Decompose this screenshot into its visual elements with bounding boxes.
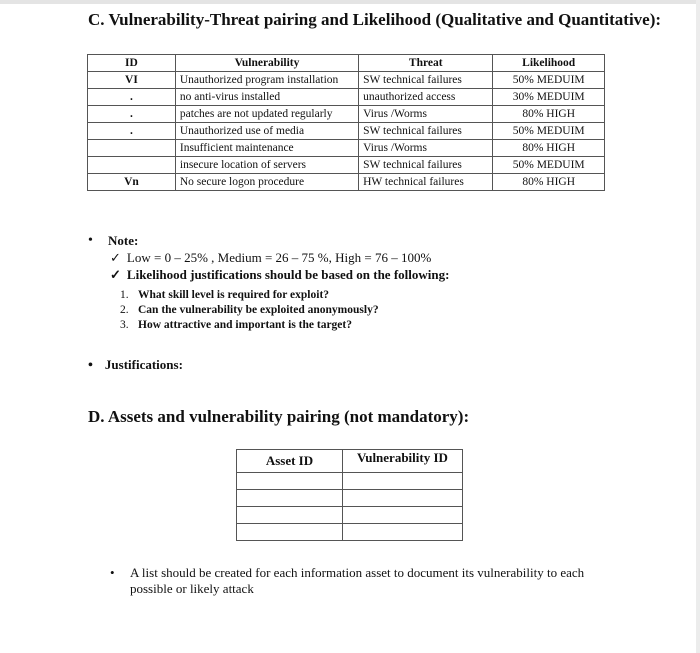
cell-likelihood: 80% HIGH xyxy=(493,106,605,123)
list-item xyxy=(120,289,329,301)
checkmark-icon: ✓ xyxy=(110,267,121,282)
cell-id: . xyxy=(88,89,176,106)
bullet-dot: • xyxy=(110,565,115,580)
note-label: Note: xyxy=(108,233,139,248)
list-item xyxy=(120,304,379,316)
cell-threat: unauthorized access xyxy=(359,89,493,106)
vulnerability-threat-table xyxy=(87,54,605,191)
table-row xyxy=(88,140,605,157)
cell-threat: Virus /Worms xyxy=(359,140,493,157)
cell-threat: Virus /Worms xyxy=(359,106,493,123)
list-text: Can the vulnerability be exploited anonymously? xyxy=(138,304,379,316)
table-row xyxy=(88,89,605,106)
list-item xyxy=(120,319,352,331)
justifications-line xyxy=(88,357,183,374)
empty-cell xyxy=(237,473,343,490)
cell-id: . xyxy=(88,106,176,123)
cell-vulnerability: Unauthorized program installation xyxy=(175,72,358,89)
empty-cell xyxy=(342,490,462,507)
table-row xyxy=(88,174,605,191)
header-vulnerability: Vulnerability xyxy=(175,55,358,72)
asset-vulnerability-table xyxy=(236,449,463,541)
cell-likelihood: 80% HIGH xyxy=(493,174,605,191)
page-edge xyxy=(696,0,700,653)
table-row xyxy=(237,473,463,490)
table-header-row xyxy=(237,450,463,473)
table-row xyxy=(237,524,463,541)
cell-vulnerability: no anti-virus installed xyxy=(175,89,358,106)
empty-cell xyxy=(342,524,462,541)
note-justification-text: Likelihood justifications should be based on the following: xyxy=(126,267,450,282)
list-number: 2. xyxy=(120,304,129,316)
header-threat: Threat xyxy=(359,55,493,72)
list-number: 3. xyxy=(120,319,129,331)
section-c-title: C. Vulnerability-Threat pairing and Likelihood (Qualitative and Quantitative): xyxy=(88,10,662,29)
justifications-label: Justifications: xyxy=(104,357,183,372)
cell-likelihood: 50% MEDUIM xyxy=(493,72,605,89)
empty-cell xyxy=(342,507,462,524)
empty-cell xyxy=(237,507,343,524)
cell-threat: HW technical failures xyxy=(359,174,493,191)
table-row xyxy=(88,106,605,123)
table-row xyxy=(88,123,605,140)
cell-id: Vn xyxy=(88,174,176,191)
cell-id: VI xyxy=(88,72,176,89)
section-d-title: D. Assets and vulnerability pairing (not mandatory): xyxy=(88,407,470,426)
cell-likelihood: 80% HIGH xyxy=(493,140,605,157)
table-row xyxy=(88,157,605,174)
note-check-justification xyxy=(110,267,449,283)
cell-likelihood: 50% MEDUIM xyxy=(493,123,605,140)
header-likelihood: Likelihood xyxy=(493,55,605,72)
cell-threat: SW technical failures xyxy=(359,72,493,89)
header-asset-id: Asset ID xyxy=(237,450,343,473)
header-id: ID xyxy=(88,55,176,72)
cell-id: . xyxy=(88,123,176,140)
header-vulnerability-id: Vulnerability ID xyxy=(342,450,462,473)
table-row xyxy=(88,72,605,89)
cell-vulnerability: patches are not updated regularly xyxy=(175,106,358,123)
note-check-scale xyxy=(110,250,431,266)
table-row xyxy=(237,490,463,507)
cell-id xyxy=(88,157,176,174)
bullet-dot: • xyxy=(88,358,93,373)
final-note-text: A list should be created for each information asset to document its vulnerability to each possible or likely attack xyxy=(130,565,585,596)
cell-threat: SW technical failures xyxy=(359,123,493,140)
list-text: How attractive and important is the target? xyxy=(138,319,352,331)
cell-threat: SW technical failures xyxy=(359,157,493,174)
table-row xyxy=(237,507,463,524)
cell-likelihood: 50% MEDUIM xyxy=(493,157,605,174)
cell-likelihood: 30% MEDUIM xyxy=(493,89,605,106)
cell-vulnerability: insecure location of servers xyxy=(175,157,358,174)
page-edge xyxy=(0,0,700,4)
checkmark-icon: ✓ xyxy=(110,250,121,265)
cell-id xyxy=(88,140,176,157)
cell-vulnerability: Unauthorized use of media xyxy=(175,123,358,140)
table-header-row xyxy=(88,55,605,72)
list-number: 1. xyxy=(120,289,129,301)
list-text: What skill level is required for exploit? xyxy=(138,289,330,301)
empty-cell xyxy=(342,473,462,490)
empty-cell xyxy=(237,490,343,507)
note-scale-text: Low = 0 – 25% , Medium = 26 – 75 %, High = 76 – 100% xyxy=(126,250,432,265)
cell-vulnerability: Insufficient maintenance xyxy=(175,140,358,157)
empty-cell xyxy=(237,524,343,541)
cell-vulnerability: No secure logon procedure xyxy=(175,174,358,191)
bullet-dot: • xyxy=(88,233,93,248)
